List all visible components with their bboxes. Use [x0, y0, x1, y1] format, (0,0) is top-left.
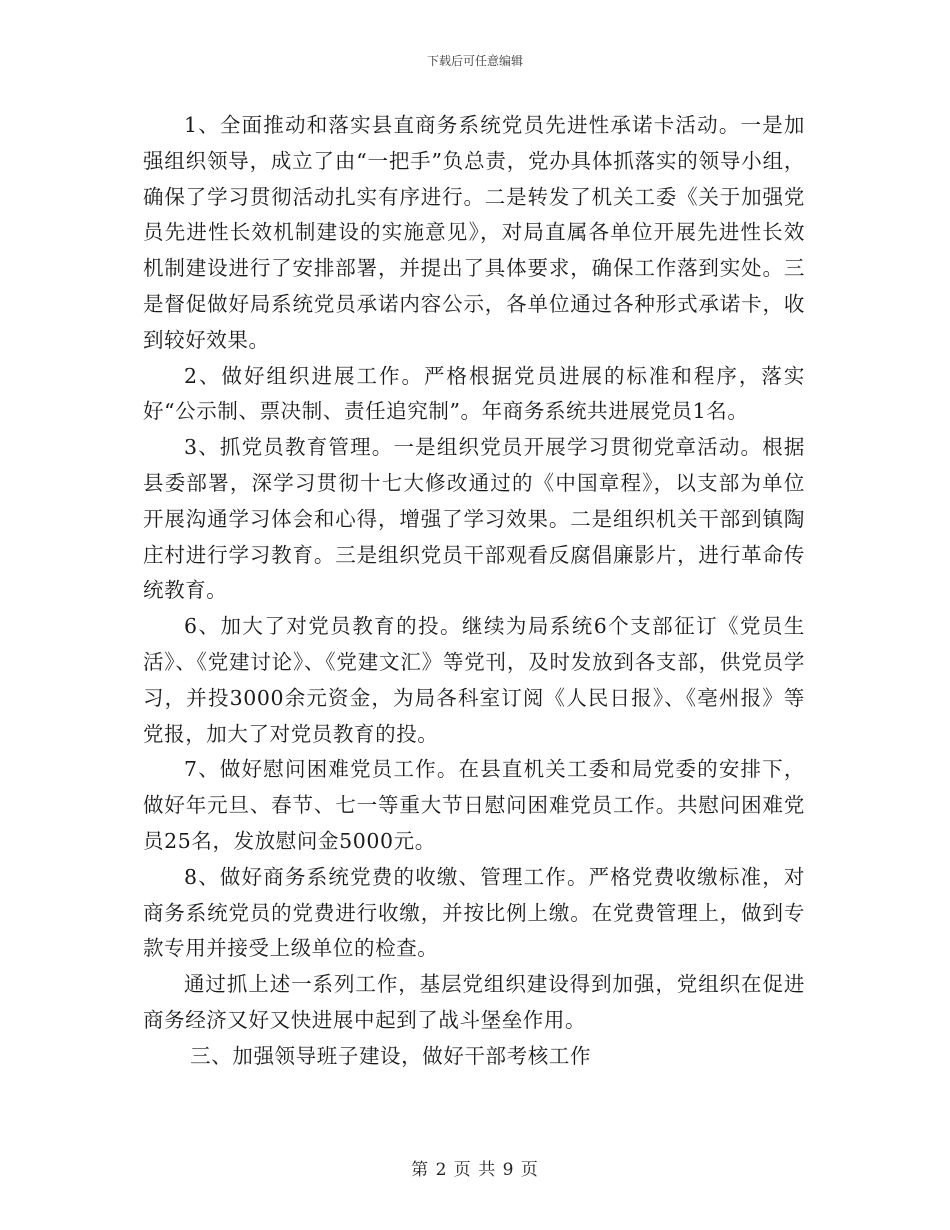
paragraph-item-7: 7、做好慰问困难党员工作。在县直机关工委和局党委的安排下，做好年元旦、春节、七一等重大节日慰问困难党员工作。共慰问困难党员25名，发放慰问金5000元。	[143, 757, 805, 853]
paragraph-item-2: 2、做好组织进展工作。严格根据党员进展的标准和程序，落实好“公示制、票决制、责任追究制”。年商务系统共进展党员1名。	[143, 363, 805, 424]
paragraph-item-8: 8、做好商务系统党费的收缴、管理工作。严格党费收缴标准，对商务系统党员的党费进行收缴，并按比例上缴。在党费管理上，做到专款专用并接受上级单位的检查。	[143, 864, 805, 961]
section-heading: 三、加强领导班子建设，做好干部考核工作	[190, 1043, 592, 1068]
page-number-footer: 第 2 页 共 9 页	[411, 1160, 539, 1180]
paragraph-summary: 通过抓上述一系列工作，基层党组织建设得到加强，党组织在促进商务经济又好又快进展中起到了战斗堡垒作用。	[143, 972, 805, 1032]
document-body	[143, 108, 805, 1075]
paragraph-item-1: 1、全面推动和落实县直商务系统党员先进性承诺卡活动。一是加强组织领导，成立了由“一把手”负总责，党办具体抓落实的领导小组，确保了学习贯彻活动扎实有序进行。二是转发了机关工委《关于加强党员先进性长效机制建设的实施意见》，对局直属各单位开展先进性长效机制建设进行了安排部署，并提出了具体要求，确保工作落到实处。三是督促做好局系统党员承诺内容公示，各单位通过各种形式承诺卡，收到较好效果。	[143, 113, 805, 352]
page-header: 下载后可任意编辑	[426, 54, 523, 68]
paragraph-item-6: 6、加大了对党员教育的投。继续为局系统6个支部征订《党员生活》、《党建讨论》、《党建文汇》等党刊，及时发放到各支部，供党员学习，并投3000余元资金，为局各科室订阅《人民日报》、《亳州报》等党报，加大了对党员教育的投。	[143, 614, 805, 746]
paragraph-item-3: 3、抓党员教育管理。一是组织党员开展学习贯彻党章活动。根据县委部署，深学习贯彻十七大修改通过的《中国章程》，以支部为单位开展沟通学习体会和心得，增强了学习效果。二是组织机关干部到镇陶庄村进行学习教育。三是组织党员干部观看反腐倡廉影片，进行革命传统教育。	[143, 435, 805, 603]
